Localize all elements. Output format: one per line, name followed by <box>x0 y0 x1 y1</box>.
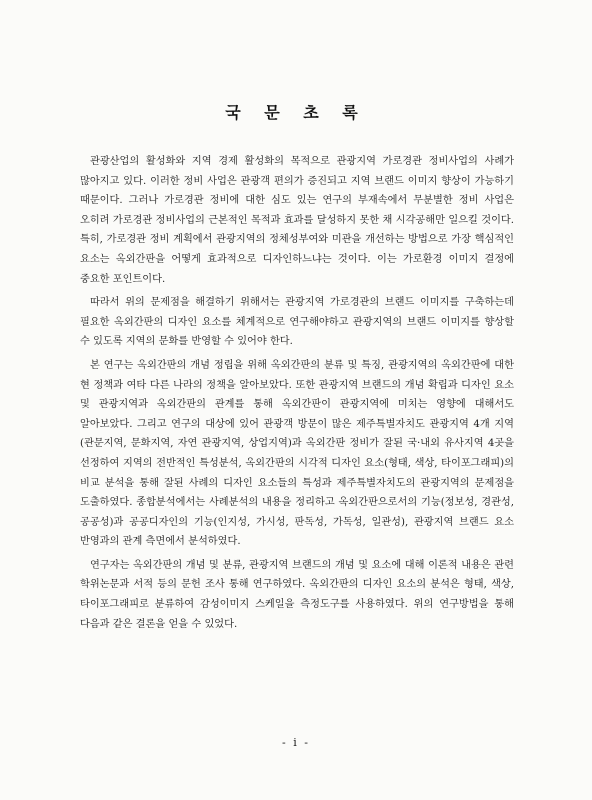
paragraph-3: 본 연구는 옥외간판의 개념 정립을 위해 옥외간판의 분류 및 특징, 관광지역의 옥외간판에 대한 현 정책과 여타 다른 나라의 정책을 알아보았다. 또한 관광지역 브랜드의 개념 확립과 디자인 요소 및 관광지역과 옥외간판의 관계를 통해 옥외간판이 관광지역에 미치는 영향에 대해서도 알아보았다. 그리고 연구의 대상에 있어 관광객 방문이 많은 제주특별자치도 관광지역 4개 지역(관문지역, 문화지역, 자연 관광지역, 상업지역)과 옥외간판 정비가 잘된 국·내외 유사지역 4곳을 선정하여 지역의 전반적인 특성분석, 옥외간판의 시각적 디자인 요소(형태, 색상, 타이포그래피)의 비교 분석을 통해 잘된 사례의 디자인 요소들의 특성과 제주특별자치도의 관광지역의 문제점을 도출하였다. 종합분석에서는 사례분석의 내용을 정리하고 옥외간판으로서의 기능(정보성, 경관성, 공공성)과 공공디자인의 기능(인지성, 가시성, 판독성, 가독성, 일관성), 관광지역 브랜드 요소 반영과의 관계 측면에서 분석하였다. <box>80 359 514 548</box>
paragraph-4: 연구자는 옥외간판의 개념 및 분류, 관광지역 브랜드의 개념 및 요소에 대해 이론적 내용은 관련 학위논문과 서적 등의 문헌 조사 통해 연구하였다. 옥외간판의 디자인 요소의 분석은 형태, 색상, 타이포그래피로 분류하여 감성이미지 스케일을 측정도구를 사용하였다. 위의 연구방법을 통해 다음과 같은 결론을 얻을 수 있었다. <box>80 559 514 630</box>
paragraph-1: 관광산업의 활성화와 지역 경제 활성화의 목적으로 관광지역 가로경관 정비사업의 사례가 많아지고 있다. 이러한 정비 사업은 관광객 편의가 증진되고 지역 브랜드 이미지 향상이 가능하기 때문이다. 그러나 가로경관 정비에 대한 심도 있는 연구의 부재속에서 무분별한 정비 사업은 오히려 가로경관 정비사업의 근본적인 목적과 효과를 달성하지 못한 채 시각공해만 일으킬 것이다. 특히, 가로경관 정비 계획에서 관광지역의 정체성부여와 미관을 개선하는 방법으로 가장 핵심적인 요소는 옥외간판을 어떻게 효과적으로 디자인하느냐는 것이다. 이는 가로환경 이미지 결정에 중요한 포인트이다. <box>80 156 514 285</box>
abstract-body <box>80 152 514 638</box>
paragraph-2: 따라서 위의 문제점을 해결하기 위해서는 관광지역 가로경관의 브랜드 이미지를 구축하는데 필요한 옥외간판의 디자인 요소를 체계적으로 연구해야하고 관광지역의 브랜드 이미지를 향상할 수 있도록 지역의 문화를 반영할 수 있어야 한다. <box>80 297 514 348</box>
page-title: 국 문 초 록 <box>225 103 367 122</box>
page-number: - i - <box>282 736 310 749</box>
